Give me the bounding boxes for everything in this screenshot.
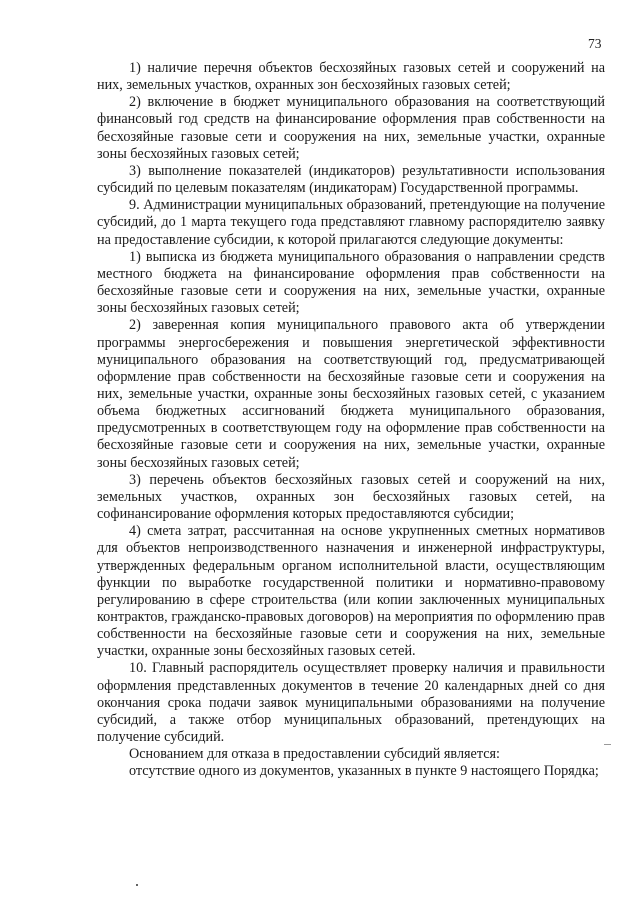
paragraph-document-1: 1) выписка из бюджета муниципального образования о направлении средств местного бюджета на финансирование оформления прав собственности на бесхозяйные газовые сети и сооружения на них, земельные участки, охранные зоны бесхозяйных газовых сетей; (97, 248, 605, 317)
paragraph-refusal-grounds: Основанием для отказа в предоставлении субсидий является: (129, 746, 500, 763)
paragraph-condition-3: 3) выполнение показателей (индикаторов) результативности использования субсидий по целевым показателям (индикаторам) Государственной программы. (97, 162, 605, 197)
paragraph-section-9: 9. Администрации муниципальных образований, претендующие на получение субсидий, до 1 марта текущего года представляют главному распорядителю заявку на предоставление субсидии, к которой прилагаются следующие документы: (97, 197, 605, 248)
margin-mark (604, 744, 611, 745)
page-number: 73 (588, 36, 602, 51)
paragraph-document-2: 2) заверенная копия муниципального правового акта об утверждении программы энергосбережения и повышения энергетической эффективности муниципального образования на соответствующий год, предусматривающей оформление прав собственности на бесхозяйные газовые сети и сооружения на них, земельные участки, охранные зоны бесхозяйных газовых сетей, с указанием объема бюджетных ассигнований бюджета муниципального образования, предусмотренных в соответствующем году на оформление прав собственности на бесхозяйные газовые сети и сооружения на них, земельные участки, охранные зоны бесхозяйных газовых сетей; (97, 317, 605, 471)
scan-dot (136, 884, 138, 886)
document-body (97, 60, 605, 781)
paragraph-document-4: 4) смета затрат, рассчитанная на основе укрупненных сметных нормативов для объектов непроизводственного назначения и инженерной инфраструктуры, утвержденных федеральным органом исполнительной власти, осуществляющим функции по выработке государственной политики и нормативно-правовому регулированию в сфере строительства (или копии заключенных муниципальных контрактов, гражданско-правовых договоров) на мероприятия по оформлению прав собственности на бесхозяйные газовые сети и сооружения на них, земельные участки, охранные зоны бесхозяйных газовых сетей. (97, 523, 605, 660)
paragraph-refusal-reason-1: отсутствие одного из документов, указанных в пункте 9 настоящего Порядка; (129, 763, 599, 780)
paragraph-section-10: 10. Главный распорядитель осуществляет проверку наличия и правильности оформления представленных документов в течение 20 календарных дней со дня окончания срока подачи заявок муниципальными образованиями на получение субсидий, а также отбор муниципальных образований, претендующих на получение субсидий. (97, 660, 605, 746)
paragraph-condition-2: 2) включение в бюджет муниципального образования на соответствующий финансовый год средств на финансирование оформления прав собственности на бесхозяйные газовые сети и сооружения на них, земельные участки, охранные зоны бесхозяйных газовых сетей; (97, 94, 605, 162)
paragraph-condition-1: 1) наличие перечня объектов бесхозяйных газовых сетей и сооружений на них, земельных участков, охранных зон бесхозяйных газовых сетей; (97, 60, 605, 94)
paragraph-document-3: 3) перечень объектов бесхозяйных газовых сетей и сооружений на них, земельных участков, охранных зон бесхозяйных газовых сетей, на софинансирование оформления которых предоставляются субсидии; (97, 471, 605, 523)
